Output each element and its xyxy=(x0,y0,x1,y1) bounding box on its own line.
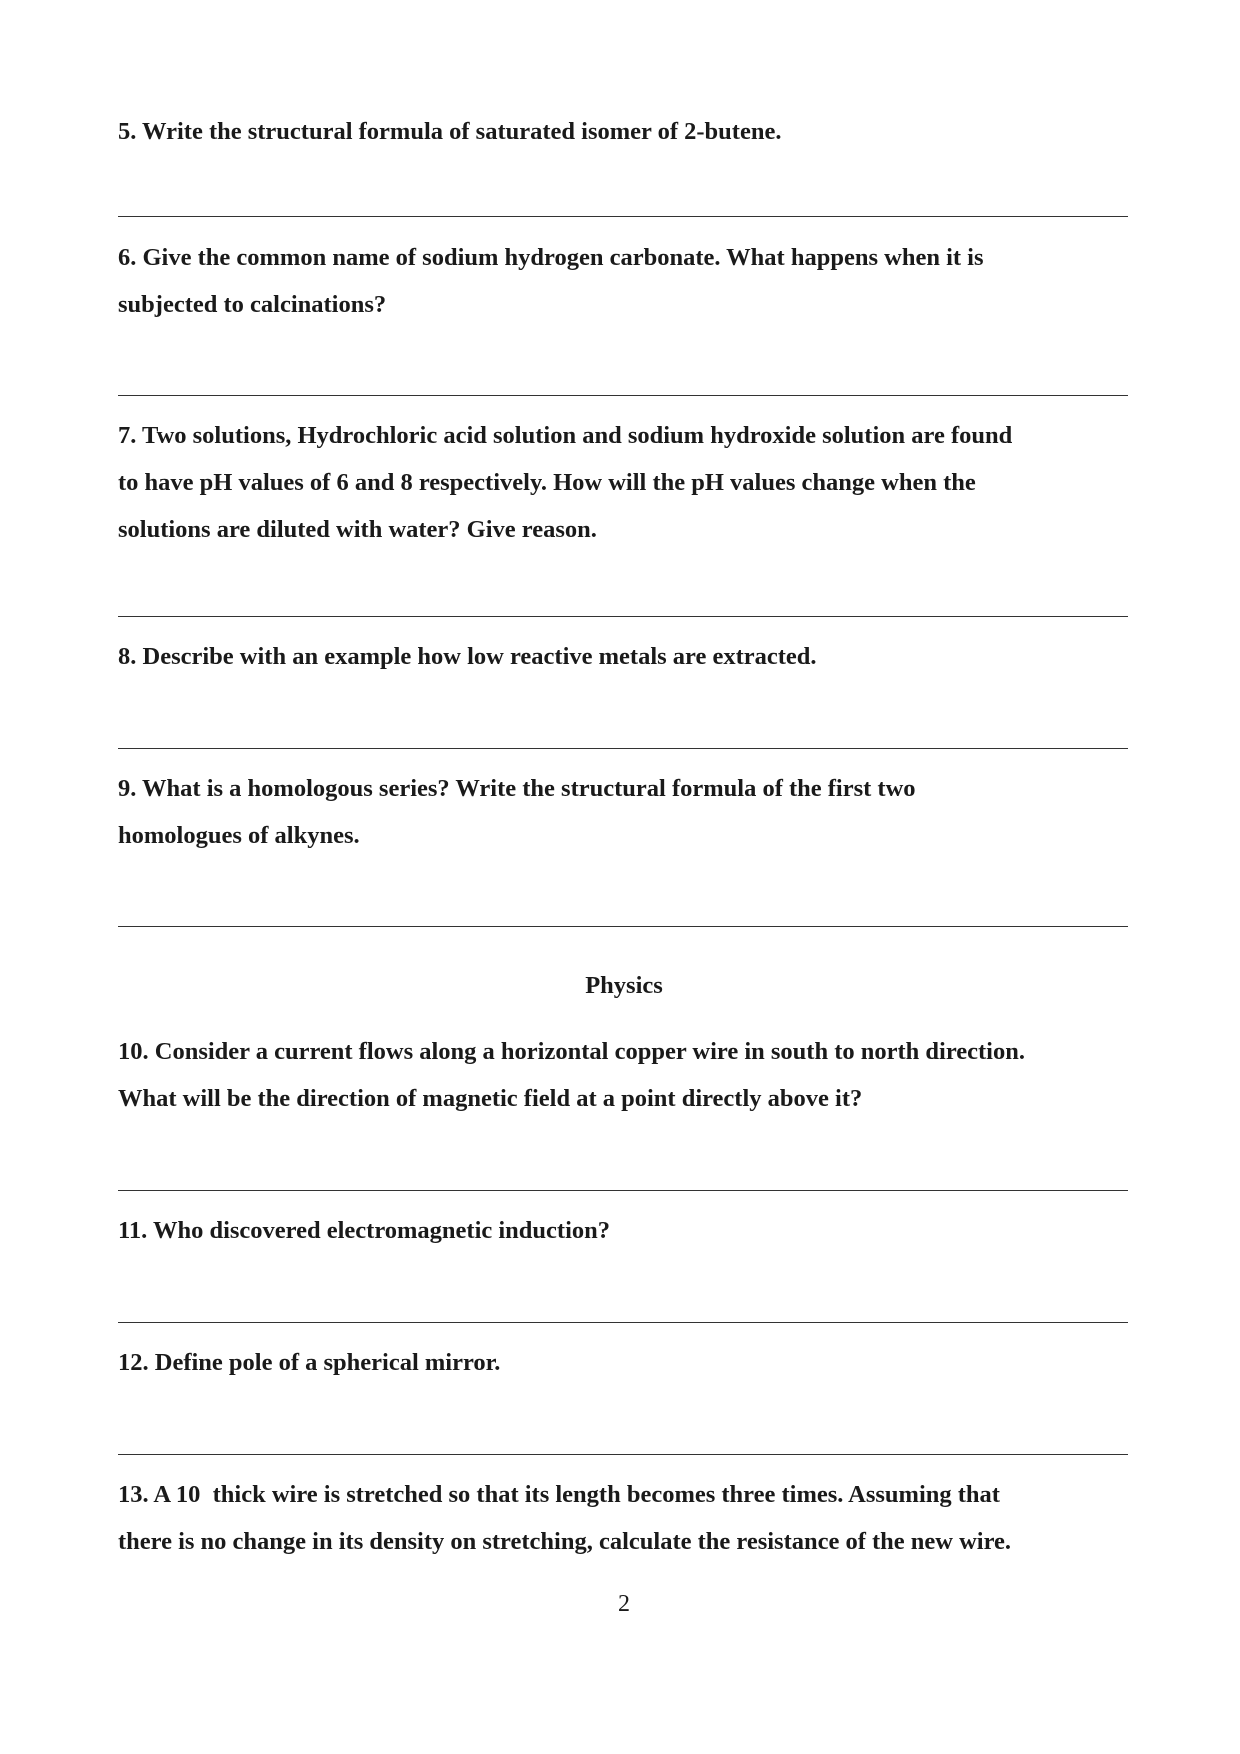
answer-line-5 xyxy=(118,216,1128,217)
question-10-line-2: What will be the direction of magnetic field at a point directly above it? xyxy=(118,1085,863,1112)
question-10 xyxy=(118,1028,1128,1122)
question-6 xyxy=(118,234,1128,328)
question-11 xyxy=(118,1207,1128,1254)
question-7-line-3: solutions are diluted with water? Give reason. xyxy=(118,516,597,543)
question-9-line-2: homologues of alkynes. xyxy=(118,822,360,849)
question-8-line-1: 8. Describe with an example how low reactive metals are extracted. xyxy=(118,643,817,670)
question-5 xyxy=(118,108,1128,155)
question-12-line-1: 12. Define pole of a spherical mirror. xyxy=(118,1349,501,1376)
answer-line-7 xyxy=(118,616,1128,617)
question-7-line-1: 7. Two solutions, Hydrochloric acid solution and sodium hydroxide solution are found xyxy=(118,422,1013,449)
question-11-line-1: 11. Who discovered electromagnetic induction? xyxy=(118,1217,611,1244)
question-5-line-1: 5. Write the structural formula of saturated isomer of 2-butene. xyxy=(118,118,782,145)
page-number: 2 xyxy=(618,1591,630,1617)
question-13-line-1: 13. A 10 thick wire is stretched so that its length becomes three times. Assuming that xyxy=(118,1481,1000,1508)
answer-line-11 xyxy=(118,1322,1128,1323)
question-7-line-2: to have pH values of 6 and 8 respectively. How will the pH values change when the xyxy=(118,469,976,496)
question-9 xyxy=(118,765,1128,859)
question-13 xyxy=(118,1471,1128,1565)
question-9-line-1: 9. What is a homologous series? Write the structural formula of the first two xyxy=(118,775,916,802)
question-13-line-2: there is no change in its density on stretching, calculate the resistance of the new wire. xyxy=(118,1528,1012,1555)
answer-line-10 xyxy=(118,1190,1128,1191)
question-6-line-1: 6. Give the common name of sodium hydrogen carbonate. What happens when it is xyxy=(118,244,984,271)
answer-line-6 xyxy=(118,395,1128,396)
section-title-physics: Physics xyxy=(585,972,663,999)
question-10-line-1: 10. Consider a current flows along a horizontal copper wire in south to north direction. xyxy=(118,1038,1025,1065)
answer-line-12 xyxy=(118,1454,1128,1455)
answer-line-9 xyxy=(118,926,1128,927)
question-8 xyxy=(118,633,1128,680)
question-12 xyxy=(118,1339,1128,1386)
question-7 xyxy=(118,412,1128,553)
answer-line-8 xyxy=(118,748,1128,749)
question-6-line-2: subjected to calcinations? xyxy=(118,291,387,318)
